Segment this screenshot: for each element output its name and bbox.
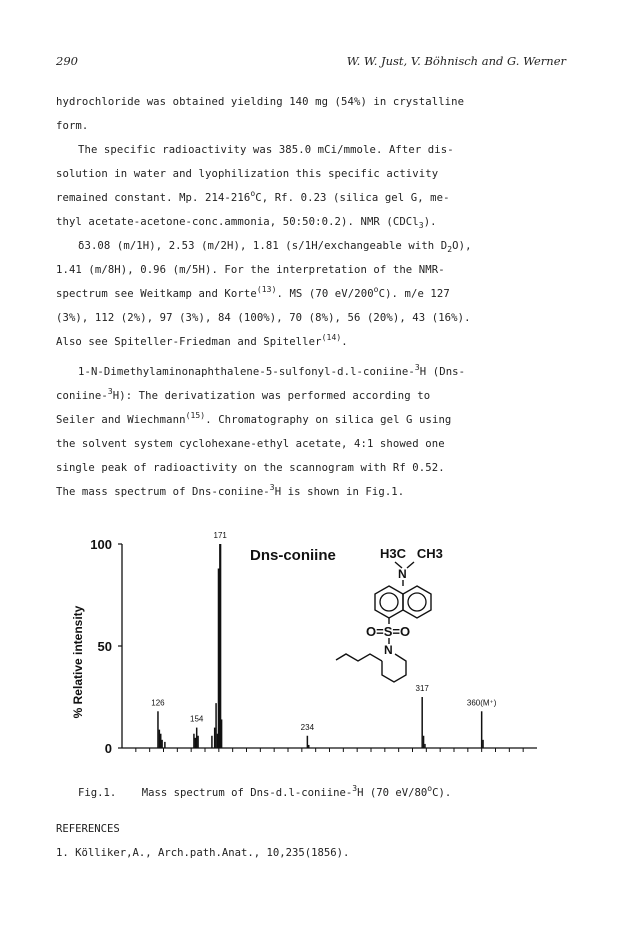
body-line-17: The mass spectrum of Dns-coniine-$^3$H is shown in Fig.1. (56, 483, 405, 498)
spectrum-peaks (158, 544, 483, 748)
body-line-14: Seiler and Wiechmann$^{(15)}$. Chromatography on silica gel G using (56, 411, 452, 426)
running-authors: W. W. Just, V. Böhnisch and G. Werner (346, 54, 566, 68)
bond-n-me2 (407, 562, 414, 568)
amine-n-atom: N (398, 567, 407, 581)
body-line-7: δ3.08 (m/1H), 2.53 (m/2H), 1.81 (s/1H/exchangeable with $D_2O$), (78, 240, 472, 254)
body-line-5: remained constant. Mp. 214-216$^o$C, Rf. 0.23 (silica gel G, me- (56, 189, 450, 204)
aromatic-circle-right (408, 593, 426, 611)
body-line-3: The specific radioactivity was 385.0 mCi/mmole. After dis- (78, 144, 454, 156)
y-ticks (90, 537, 122, 756)
naphthalene-ring-right (403, 586, 431, 618)
y-tick-label: 100 (90, 537, 112, 552)
mass-spectrum-figure (0, 520, 624, 770)
y-tick-label: 0 (104, 741, 112, 756)
page-number: 290 (56, 54, 78, 68)
figure-caption: Fig.1. Mass spectrum of Dns-d.l-coniine-$^3$H (70 eV/80$^o$C). (78, 784, 452, 799)
peak-label-171: 171 (213, 531, 227, 540)
body-line-8: 1.41 (m/8H), 0.96 (m/5H). For the interpretation of the NMR- (56, 264, 445, 276)
dns-coniine-structure (336, 546, 443, 682)
dimethyl-label: H3C CH3 (380, 546, 443, 561)
sulfonyl-group: O=S=O (366, 624, 411, 639)
peak-label-317: 317 (415, 684, 429, 693)
body-line-10: (3%), 112 (2%), 97 (3%), 84 (100%), 70 (8%), 56 (20%), 43 (16%). (56, 312, 471, 324)
body-line-4: solution in water and lyophilization this specific activity (56, 168, 439, 180)
body-line-13: coniine-$^3$H): The derivatization was performed according to (56, 387, 431, 402)
peak-label-154: 154 (190, 714, 204, 724)
body-line-2: form. (56, 120, 89, 132)
piperidine-n-atom: N (384, 643, 393, 657)
reference-1: 1. Kölliker,A., Arch.path.Anat., 10,235(1856). (56, 847, 350, 859)
body-line-6: thyl acetate-acetone-conc.ammonia, 50:50:0.2). NMR (CDCl$_3$). (56, 216, 437, 230)
chart-axes (122, 544, 537, 748)
body-line-15: the solvent system cyclohexane-ethyl acetate, 4:1 showed one (56, 438, 445, 450)
y-tick-label: 50 (97, 639, 112, 654)
body-line-16: single peak of radioactivity on the scannogram with Rf 0.52. (56, 462, 445, 474)
body-line-11: Also see Spiteller-Friedman and Spiteller$^{(14)}$. (56, 333, 348, 348)
peak-label-126: 126 (151, 698, 165, 708)
peak-label-360: 360(M⁺) (466, 698, 497, 708)
peak-label-234: 234 (300, 722, 315, 732)
page-header (56, 54, 566, 70)
body-line-12: 1-N-Dimethylaminonaphthalene-5-sulfonyl-d.l-coniine-$^3$H (Dns- (78, 363, 466, 378)
propyl-chain (336, 654, 382, 661)
references-heading: REFERENCES (56, 823, 120, 835)
chart-title: Dns-coniine (250, 547, 336, 564)
body-line-1: hydrochloride was obtained yielding 140 mg (54%) in crystalline (56, 96, 465, 108)
aromatic-circle-left (380, 593, 398, 611)
piperidine-ring (382, 654, 406, 682)
body-line-9: spectrum see Weitkamp and Korte$^{(13)}$. MS (70 eV/200$^o$C). m/e 127 (56, 285, 450, 300)
naphthalene-ring-left (375, 586, 403, 618)
y-axis-label: % Relative intensity (71, 605, 85, 719)
